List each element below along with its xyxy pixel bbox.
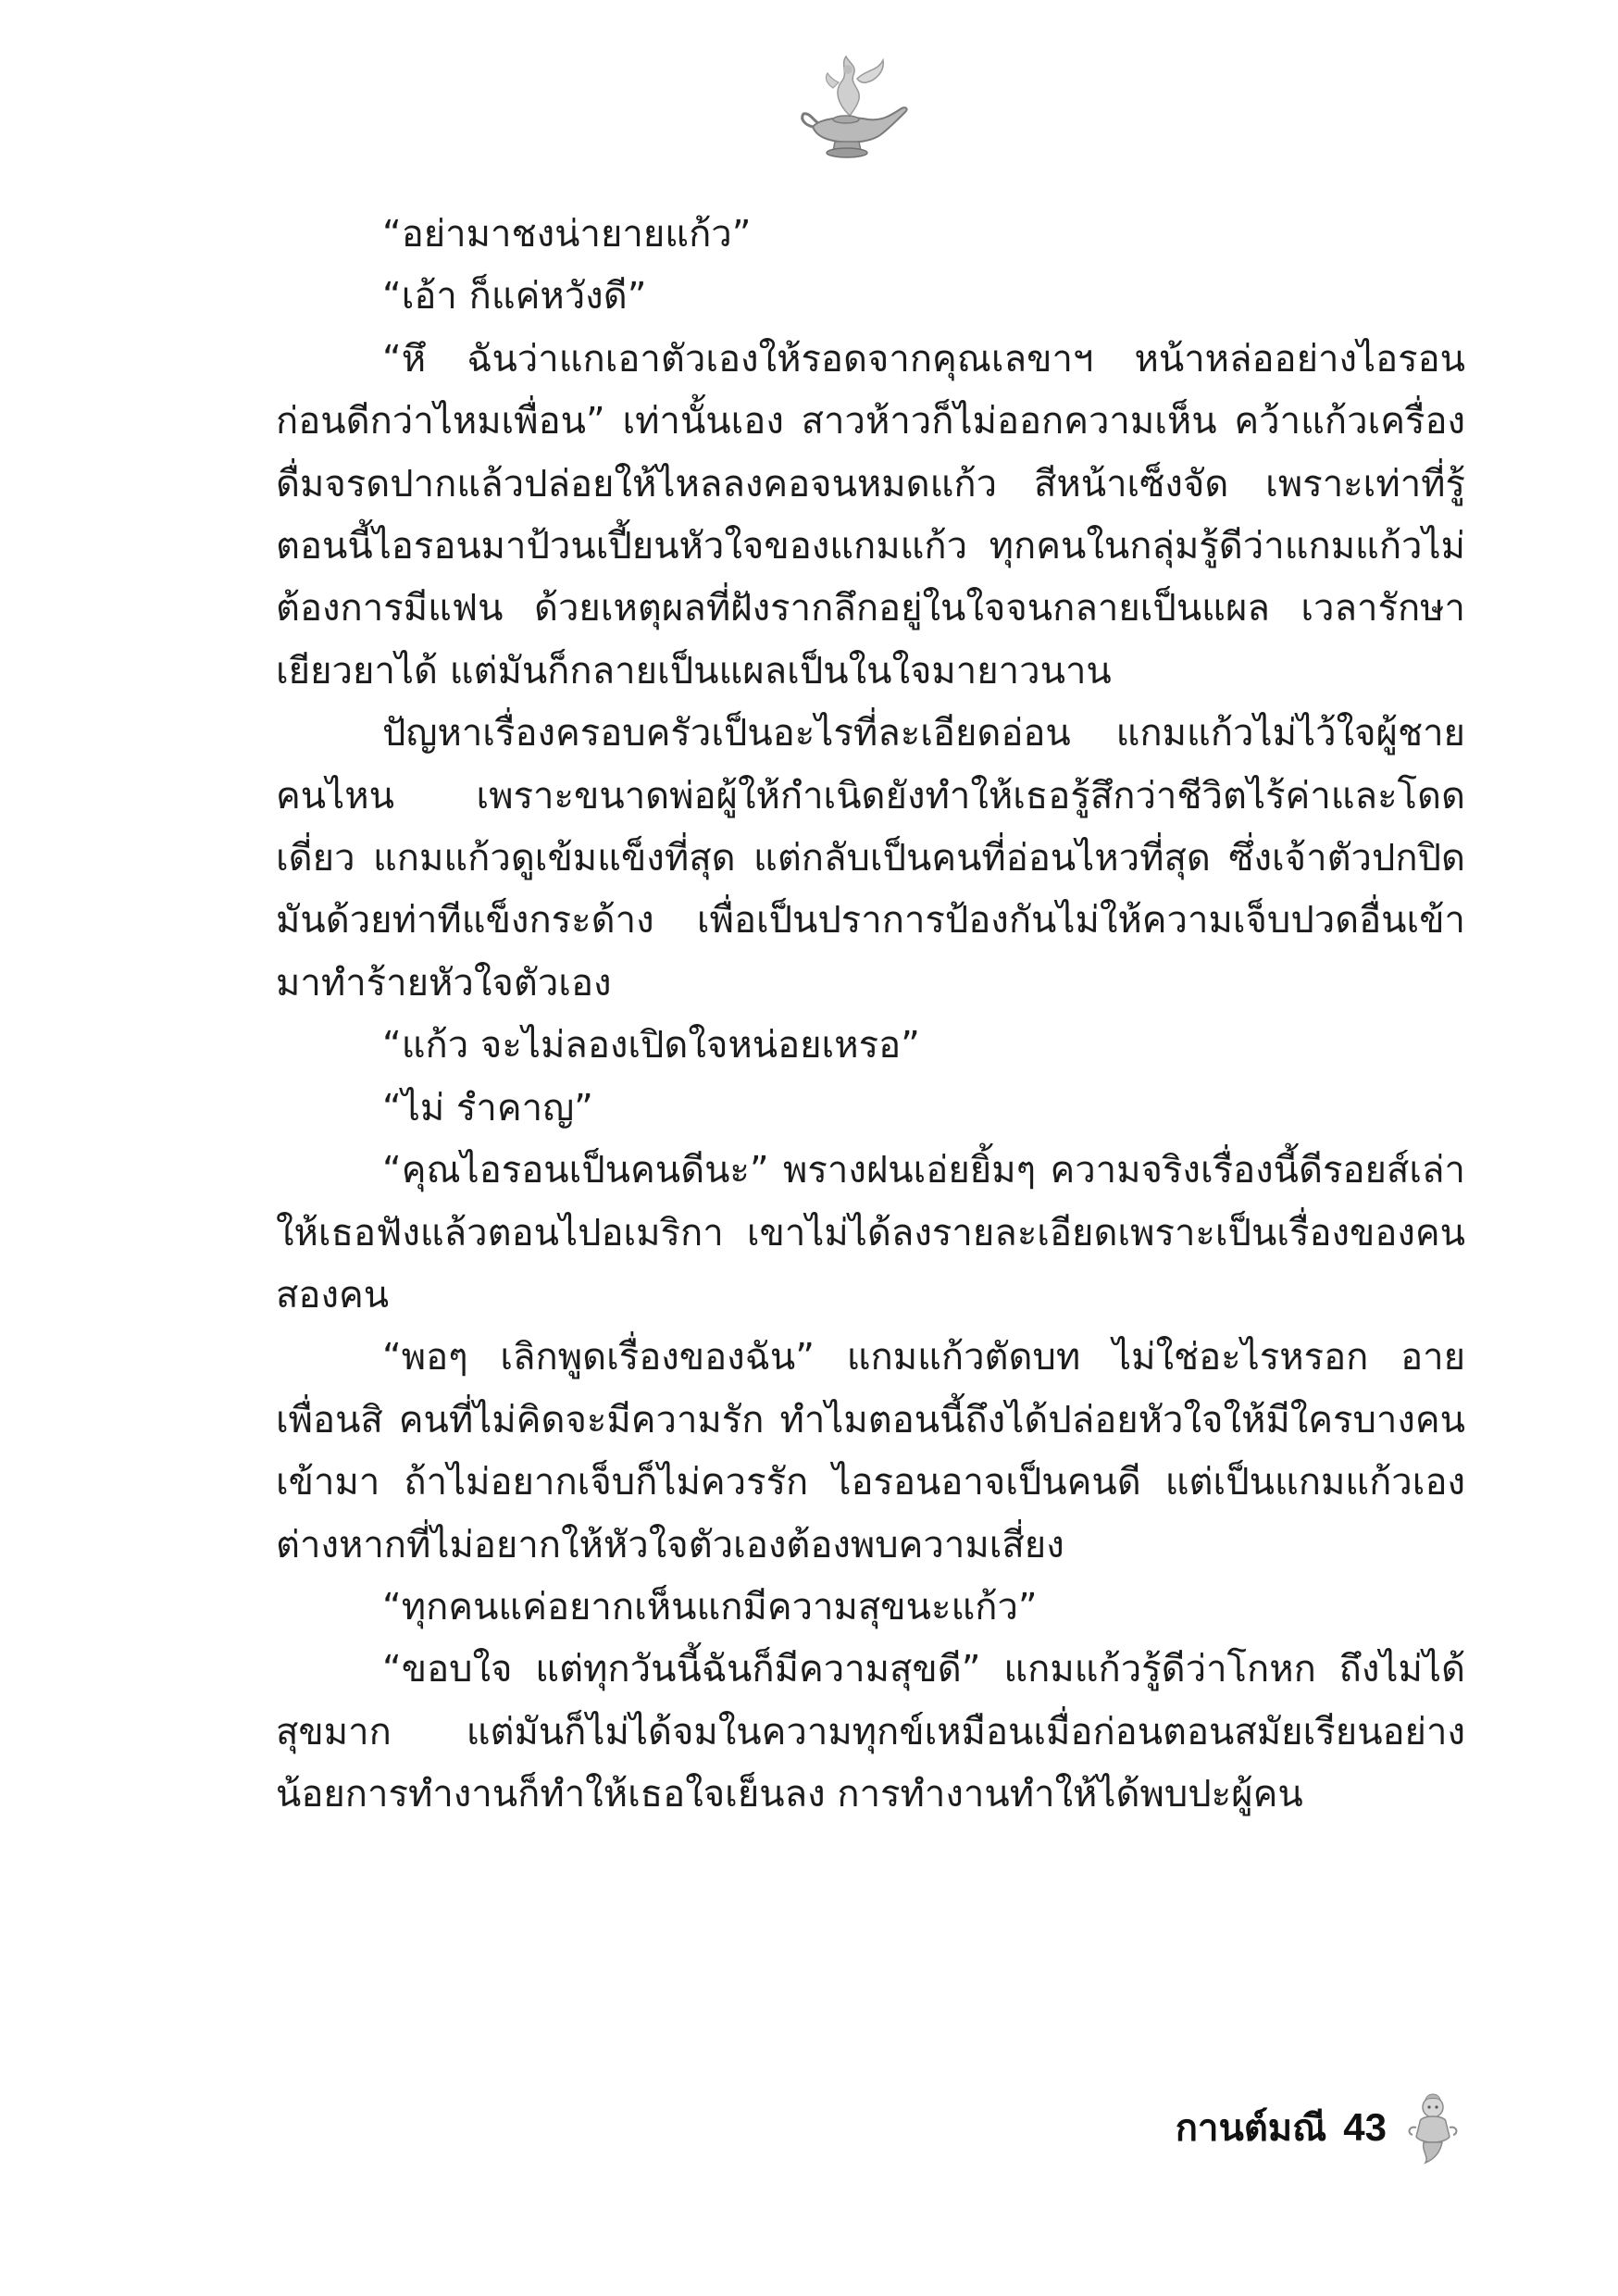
paragraph: “ไม่ รำคาญ” (382, 1086, 593, 1129)
paragraph: “อย่ามาชงน่ายายแก้ว” (382, 213, 752, 256)
paragraph: “คุณไอรอนเป็นคนดีนะ” พรางฝนเอ่ยยิ้มๆ ความจริงเรื่องนี้ดีรอยส์เล่าให้เธอฟังแล้วตอนไปอเมริกา เขาไม่ได้ลงรายละเอียดเพราะเป็นเรื่องของคนสองคน (276, 1149, 1465, 1316)
paragraph: “ขอบใจ แต่ทุกวันนี้ฉันก็มีความสุขดี” แกมแก้วรู้ดีว่าโกหก ถึงไม่ได้สุขมาก แต่มันก็ไม่ได้จมในความทุกข์เหมือนเมื่อก่อนตอนสมัยเรียนอย่างน้อยการทำงานก็ทำให้เธอใจเย็นลง การทำงานทำให้ได้พบปะผู้คน (276, 1648, 1465, 1816)
paragraph: “เอ้า ก็แค่หวังดี” (382, 275, 647, 318)
genie-mascot-icon (1403, 2090, 1462, 2165)
paragraph: “ทุกคนแค่อยากเห็นแกมีความสุขนะแก้ว” (382, 1585, 1038, 1628)
paragraph: “หึ ฉันว่าแกเอาตัวเองให้รอดจากคุณเลขาฯ หน้าหล่ออย่างไอรอนก่อนดีกว่าไหมเพื่อน” เท่านั้นเอง สาวห้าวก็ไม่ออกความเห็น คว้าแก้วเครื่องดื่มจรดปากแล้วปล่อยให้ไหลลงคอจนหมดแก้ว สีหน้าเซ็งจัด เพราะเท่าที่รู้ตอนนี้ไอรอนมาป้วนเปี้ยนหัวใจของแกมแก้ว ทุกคนในกลุ่มรู้ดีว่าแกมแก้วไม่ต้องการมีแฟน ด้วยเหตุผลที่ฝังรากลึกอยู่ในใจจนกลายเป็นแผล เวลารักษาเยียวยาได้ แต่มันก็กลายเป็นแผลเป็นในใจมายาวนาน (276, 337, 1465, 693)
paragraph: “พอๆ เลิกพูดเรื่องของฉัน” แกมแก้วตัดบท ไม่ใช่อะไรหรอก อายเพื่อนสิ คนที่ไม่คิดจะมีความรัก ทำไมตอนนี้ถึงได้ปล่อยหัวใจให้มีใครบางคนเข้ามา ถ้าไม่อยากเจ็บก็ไม่ควรรัก ไอรอนอาจเป็นคนดี แต่เป็นแกมแก้วเองต่างหากที่ไม่อยากให้หัวใจตัวเองต้องพบความเสี่ยง (276, 1336, 1465, 1566)
body-text (276, 204, 1465, 1827)
page-footer (1176, 2090, 1462, 2165)
genie-lamp-icon (792, 51, 916, 162)
book-title: กานต์มณี (1175, 2107, 1327, 2150)
page-number: 43 (1343, 2105, 1387, 2149)
paragraph: ปัญหาเรื่องครอบครัวเป็นอะไรที่ละเอียดอ่อน แกมแก้วไม่ไว้ใจผู้ชายคนไหน เพราะขนาดพ่อผู้ให้กำเนิดยังทำให้เธอรู้สึกว่าชีวิตไร้ค่าและโดดเดี่ยว แกมแก้วดูเข้มแข็งที่สุด แต่กลับเป็นคนที่อ่อนไหวที่สุด ซึ่งเจ้าตัวปกปิดมันด้วยท่าทีแข็งกระด้าง เพื่อเป็นปราการป้องกันไม่ให้ความเจ็บปวดอื่นเข้ามาทำร้ายหัวใจตัวเอง (276, 712, 1465, 1004)
paragraph: “แก้ว จะไม่ลองเปิดใจหน่อยเหรอ” (382, 1024, 920, 1067)
